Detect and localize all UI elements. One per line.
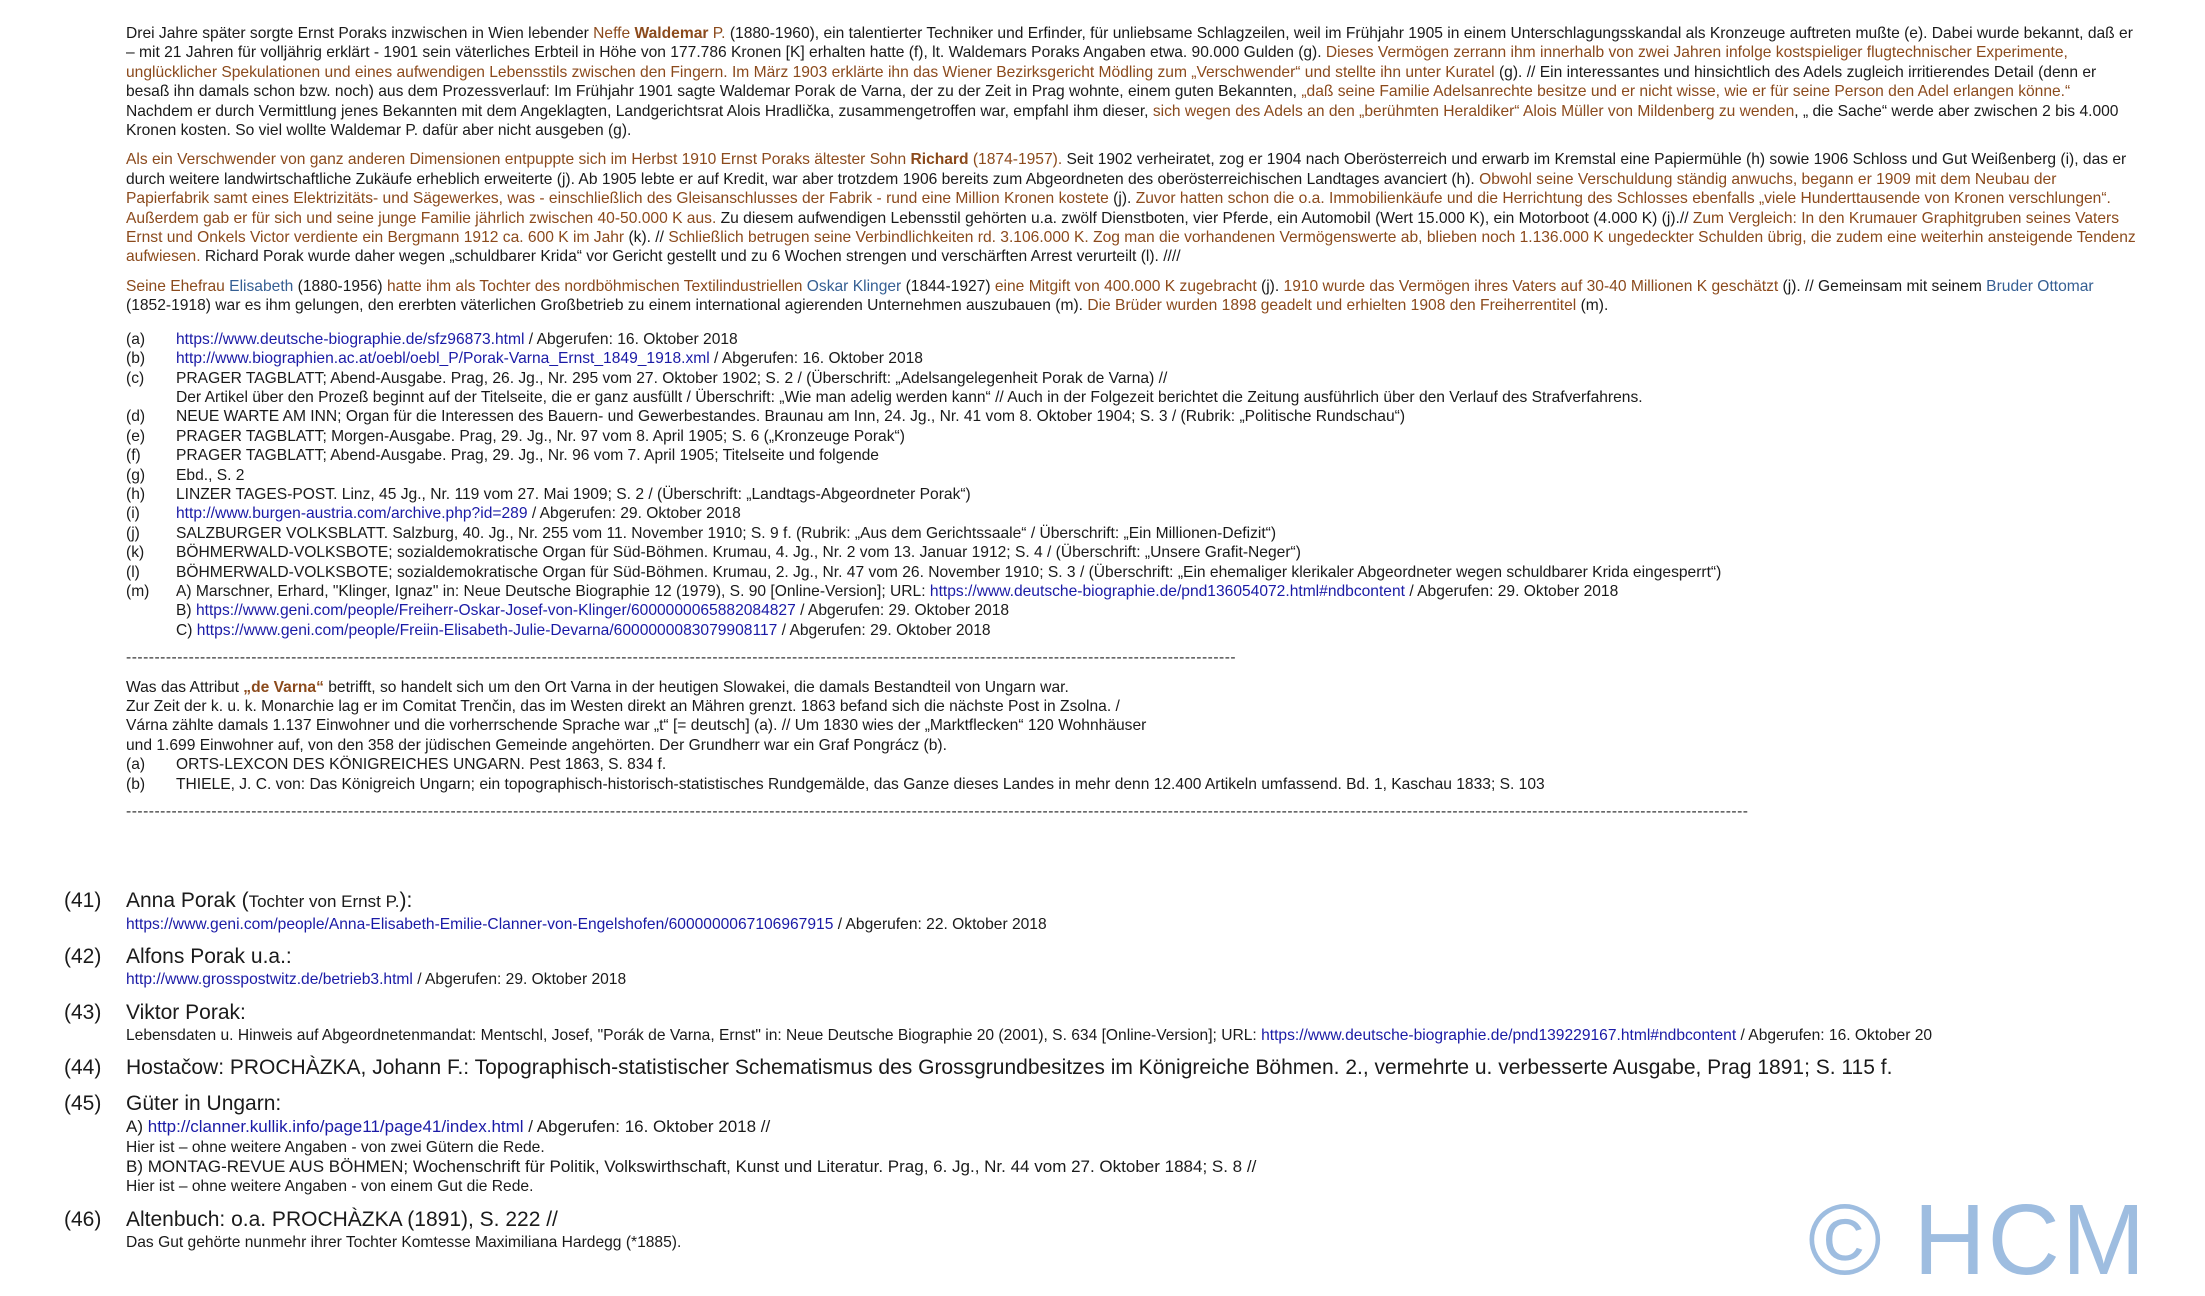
text-run: / Abgerufen: 29. Oktober 2018 — [777, 621, 991, 639]
reference-text — [176, 543, 2136, 562]
reference-line — [176, 524, 2136, 543]
text-run: / Abgerufen: 16. Oktober 20 — [1736, 1026, 1933, 1044]
text-run: C) — [176, 621, 197, 639]
text-run: Várna zählte damals 1.137 Einwohner und die vorherrschende Sprache war „t“ [= deutsch] (a). // Um 1830 wies der „Marktflecken“ 120 Wohnhäuser — [126, 717, 1147, 735]
reference-text — [176, 427, 2136, 446]
footnote-number: (45) — [64, 1092, 102, 1116]
reference-key: (m) — [126, 582, 150, 600]
reference-text — [176, 407, 2136, 426]
text-run: BÖHMERWALD-VOLKSBOTE; sozialdemokratische Organ für Süd-Böhmen. Krumau, 4. Jg., Nr. 2 vom 13. Januar 1912; S. 4 / (Überschrift: „Unsere Grafit-Neger“) — [176, 544, 1301, 562]
reference-line — [176, 485, 2136, 504]
text-run: Seit 1902 verheiratet, zog er 1904 nach Oberösterreich und erwarb im Kremstal eine Papiermühle (h) sowie 1906 Schloss und Gut Weißenberg (i), das er durch weitere landwirtschaftliche Zukäufe erheblich erweiterte (j). Ab 1905 lebte er auf Kredit, war aber trotzdem 1906 bereits zum Abgeordneten des oberösterreichischen Landtages avanciert (h). — [126, 151, 2127, 188]
footnote-number: (46) — [64, 1207, 102, 1231]
text-run: / Abgerufen: 29. Oktober 2018 — [1405, 582, 1619, 600]
text-run: Schließlich betrugen seine Verbindlichkeiten rd. 3.106.000 K. Zog man die vorhandenen Vermögenswerte ab, blieben noch 1.136.000 K ungedeckter Schulden übrig, die zudem eine weiterhin ansteigende Tendenz aufwiesen. — [126, 229, 2136, 266]
reference-key: (c) — [126, 369, 145, 387]
reference-key: (l) — [126, 563, 140, 581]
reference-link[interactable]: https://www.geni.com/people/Freiin-Elisabeth-Julie-Devarna/6000000083079908117 — [196, 621, 778, 639]
reference-line — [176, 369, 2136, 388]
text-run: / Abgerufen: 29. Oktober 2018 — [412, 971, 627, 989]
reference-text — [176, 349, 2136, 368]
footnote-heading — [64, 1000, 2124, 1026]
paragraph-richard — [126, 150, 2136, 266]
footnote-item — [64, 1000, 2124, 1045]
varna-reference-item — [126, 755, 2136, 774]
text-run: Das Gut gehörte nunmehr ihrer Tochter Komtesse Maximiliana Hardegg (*1885). — [126, 1233, 682, 1251]
reference-line — [176, 504, 2136, 523]
footnote-title — [126, 944, 292, 970]
reference-key: (e) — [126, 427, 146, 445]
footnote-title — [126, 1000, 246, 1026]
reference-text — [176, 563, 2136, 582]
text-run: Die Brüder wurden 1898 geadelt und erhielten 1908 den Freiherrentitel — [1087, 297, 1577, 315]
text-run: Richard — [910, 151, 969, 169]
text-run: Zu diesem aufwendigen Lebensstil gehörten u.a. zwölf Dienstboten, vier Pferde, ein Automobil (Wert 15.000 K), ein Motorboot (4.000 K) (j).// — [716, 209, 1693, 227]
text-run: Drei Jahre später sorgte Ernst Poraks inzwischen in Wien lebender — [126, 25, 594, 42]
reference-line — [176, 563, 2136, 582]
text-run: Was das Attribut — [126, 678, 244, 696]
reference-text — [176, 446, 2136, 465]
text-run: ): — [399, 889, 413, 912]
reference-line — [176, 388, 2136, 407]
text-run: (1844-1927) — [901, 277, 995, 295]
reference-text — [176, 369, 2136, 408]
reference-line — [176, 427, 2136, 446]
text-run: / Abgerufen: 16. Oktober 2018 — [709, 350, 923, 368]
reference-link[interactable]: https://www.geni.com/people/Anna-Elisabeth-Emilie-Clanner-von-Engelshofen/6000000067106967915 — [126, 916, 834, 933]
footnote-title — [126, 1207, 558, 1233]
text-run: Seine Ehefrau — [126, 277, 230, 295]
reference-item — [126, 543, 2136, 562]
reference-item — [126, 446, 2136, 465]
reference-key: (g) — [126, 466, 146, 484]
reference-item — [126, 504, 2136, 523]
varna-line — [126, 736, 2136, 755]
text-run: Oskar Klinger — [806, 277, 902, 295]
text-run: Nachdem er durch Vermittlung jenes Bekannten mit dem Angeklagten, Landgerichtsrat Alois Hradlička, zusammengetroffen war, empfahl ihm dieser, — [126, 102, 1153, 120]
text-run: Ebd., S. 2 — [176, 466, 245, 484]
text-run: und 1.699 Einwohner auf, von den 358 der jüdischen Gemeinde angehörten. Der Grundherr war ein Graf Pongrácz (b). — [126, 736, 947, 754]
text-run: Dieses Vermögen zerrann ihm innerhalb von zwei Jahren infolge kostspieliger flugtechnischer Experimente, unglücklicher Spekulationen und eines aufwendigen Lebensstils zwischen den Fingern. Im März 1903 erklärte ihn das Wiener Bezirksgericht Mödling zum „Verschwender“ und stellte ihn unter Kuratel — [126, 44, 2068, 81]
footnote-line — [126, 915, 2124, 934]
text-run: Elisabeth — [229, 277, 294, 295]
reference-text — [176, 330, 2136, 349]
paragraph-elisabeth — [126, 277, 2136, 316]
text-run: (j). // Gemeinsam mit seinem — [1778, 277, 1987, 295]
text-run: Hier ist – ohne weitere Angaben - von zwei Gütern die Rede. — [126, 1138, 545, 1156]
text-run: BÖHMERWALD-VOLKSBOTE; sozialdemokratische Organ für Süd-Böhmen. Krumau, 2. Jg., Nr. 47 vom 26. November 1910; S. 3 / (Überschrift: „Ein ehemaliger klerikaler Abgeordneter wegen schuldbarer Krida eingesperrt“) — [176, 563, 1722, 581]
reference-item — [126, 427, 2136, 446]
text-run: 1910 wurde das Vermögen ihres Vaters auf 30-40 Millionen K geschätzt — [1283, 277, 1779, 295]
reference-text — [176, 524, 2136, 543]
footnote-heading — [64, 1055, 2124, 1081]
reference-line — [176, 543, 2136, 562]
reference-item — [126, 407, 2136, 426]
text-run: / Abgerufen: 22. Oktober 2018 — [833, 916, 1047, 933]
text-run: (k). // — [624, 229, 669, 247]
reference-item — [126, 524, 2136, 543]
footnote-number: (44) — [64, 1056, 102, 1080]
text-run: Hier ist – ohne weitere Angaben - von einem Gut die Rede. — [126, 1178, 534, 1196]
reference-link[interactable]: https://www.deutsche-biographie.de/pnd139229167.html#ndbcontent — [1261, 1026, 1737, 1044]
text-run: B) MONTAG-REVUE AUS BÖHMEN; Wochenschrift für Politik, Volkswirthschaft, Kunst und Literatur. Prag, 6. Jg., Nr. 44 vom 27. Oktober 1884; S. 8 // — [126, 1157, 1257, 1177]
footnote-body — [64, 1026, 2124, 1045]
text-run: SALZBURGER VOLKSBLATT. Salzburg, 40. Jg., Nr. 255 vom 11. November 1910; S. 9 f. (Rubrik: „Aus dem Gerichtssaale“ / Überschrift: „Ein Millionen-Defizit“) — [176, 524, 1277, 542]
reference-link[interactable]: https://www.deutsche-biographie.de/sfz96873.html — [176, 330, 525, 348]
footnote-heading — [64, 1091, 2124, 1117]
footnote-line — [126, 1117, 2124, 1137]
reference-text — [176, 466, 2136, 485]
text-run: Viktor Porak: — [126, 1000, 246, 1024]
text-run: Güter in Ungarn: — [126, 1092, 282, 1116]
text-run: (1874-1957). — [968, 151, 1063, 169]
text-run: P. — [708, 25, 726, 42]
text-run: „daß seine Familie Adelsanrechte besitze und er nicht wisse, wie er für seine Person den Adel erlangen könne.“ — [1301, 83, 2071, 101]
text-run: Der Artikel über den Prozeß beginnt auf der Titelseite, die er ganz ausfüllt / Überschrift: „Wie man adelig werden kann“ // Auch in der Folgezeit berichtet die Zeitung ausführlich über den Verlauf des Strafverfahrens. — [176, 388, 1643, 406]
separator-line: --------------------------------------------------------------------------------------------------------------------------------------------------------------------------------------------------------------------------------------------------------------------------------------------- — [126, 803, 1749, 821]
reference-item — [126, 369, 2136, 408]
text-run: Obwohl seine Verschuldung ständig anwuchs, begann er 1909 mit dem Neubau der Papierfabrik samt eines Elektrizitäts- und Sägewerkes, was - einschließlich des Gleisanschlusses der Fabrik - rund eine Million Kronen kostete — [126, 170, 2057, 208]
text-run: Hostačow: PROCHÀZKA, Johann F.: Topographisch-statistischer Schematismus des Grossgrundbesitzes im Königreiche Böhmen. 2., vermehrte u. verbesserte Ausgabe, Prag 1891; S. 115 f. — [126, 1056, 1893, 1080]
reference-line — [176, 582, 2136, 601]
text-run: betrifft, so handelt sich um den Ort Varna in der heutigen Slowakei, die damals Bestandteil von Ungarn war. — [323, 678, 1069, 696]
reference-item — [126, 563, 2136, 582]
reference-link[interactable]: http://www.grosspostwitz.de/betrieb3.html — [126, 971, 413, 989]
text-run: PRAGER TAGBLATT; Abend-Ausgabe. Prag, 26. Jg., Nr. 295 vom 27. Oktober 1902; S. 2 / (Überschrift: „Adelsangelegenheit Porak de Varna) // — [176, 369, 1168, 387]
text-run: NEUE WARTE AM INN; Organ für die Interessen des Bauern- und Gewerbestandes. Braunau am Inn, 24. Jg., Nr. 41 vom 8. Oktober 1904; S. 3 / (Rubrik: „Politische Rundschau“) — [176, 408, 1406, 426]
text-run: PRAGER TAGBLATT; Morgen-Ausgabe. Prag, 29. Jg., Nr. 97 vom 8. April 1905; S. 6 („Kronzeuge Porak“) — [176, 427, 905, 445]
reference-text — [176, 485, 2136, 504]
footnote-number: (43) — [64, 1000, 102, 1024]
footnote-line — [126, 1026, 2124, 1045]
text-run: LINZER TAGES-POST. Linz, 45 Jg., Nr. 119 vom 27. Mai 1909; S. 2 / (Überschrift: „Landtags-Abgeordneter Porak“) — [176, 485, 971, 503]
reference-key: (h) — [126, 485, 146, 503]
varna-line — [126, 697, 2136, 716]
reference-key: (b) — [126, 775, 146, 793]
text-run: (g). // Ein interessantes und hinsichtlich des Adels zugleich irritierendes Detail (denn er besaß ihn damals schon bzw. noch) aus dem Prozessverlauf: Im Frühjahr 1901 sagte Waldemar Porak de Varna, der zu der Zeit in Prag wohnte, einem guten Bekannten, — [126, 63, 2097, 101]
varna-section — [126, 678, 2136, 794]
text-run: Tochter von Ernst P. — [248, 892, 400, 911]
text-run: Zum Vergleich: In den Krumauer Graphitgruben seines Vaters Ernst und Onkels Victor verdiente ein Bergmann 1912 ca. 600 K im Jahr — [126, 209, 2120, 247]
text-run: hatte ihm als Tochter des nordböhmischen Textilindustriellen — [386, 277, 807, 295]
text-run: / Abgerufen: 16. Oktober 2018 — [524, 330, 738, 348]
reference-key: (a) — [126, 756, 146, 774]
footnote-item — [64, 1055, 2124, 1081]
text-run: / Abgerufen: 29. Oktober 2018 — [795, 602, 1010, 620]
text-run: (j). — [1256, 277, 1284, 295]
text-run: A) — [126, 1117, 148, 1137]
reference-item — [126, 349, 2136, 368]
reference-key: (f) — [126, 447, 141, 465]
reference-item — [126, 330, 2136, 349]
reference-line — [176, 349, 2136, 368]
reference-key: (j) — [126, 524, 140, 542]
reference-key: (k) — [126, 544, 145, 562]
reference-key: (d) — [126, 408, 146, 426]
text-run: (m). — [1576, 297, 1609, 315]
text-run: Anna Porak ( — [126, 889, 249, 912]
footnote-line — [126, 1138, 2124, 1157]
reference-text: ORTS-LEXCON DES KÖNIGREICHES UNGARN. Pest 1863, S. 834 f. — [176, 756, 667, 774]
varna-line — [126, 678, 2136, 697]
text-run: / Abgerufen: 16. Oktober 2018 // — [523, 1117, 771, 1137]
varna-line — [126, 716, 2136, 735]
footnote-line — [126, 1157, 2124, 1177]
reference-item — [126, 466, 2136, 485]
reference-link[interactable]: https://www.geni.com/people/Freiherr-Oskar-Josef-von-Klinger/6000000065882084827 — [195, 602, 796, 620]
text-run: (1880-1956) — [293, 277, 387, 295]
footnote-title — [126, 888, 412, 915]
reference-key: (a) — [126, 330, 146, 348]
varna-reference-item — [126, 775, 2136, 794]
reference-text — [176, 504, 2136, 523]
reference-line — [176, 466, 2136, 485]
paragraph-waldemar — [126, 24, 2136, 140]
reference-link[interactable]: http://www.biographien.ac.at/oebl/oebl_P/Porak-Varna_Ernst_1849_1918.xml — [176, 350, 710, 368]
document-body — [126, 24, 2136, 831]
footnote-body — [64, 915, 2124, 934]
reference-item — [126, 582, 2136, 640]
reference-key: (b) — [126, 350, 146, 368]
reference-line — [176, 601, 2136, 620]
footnote-title — [126, 1055, 1892, 1081]
text-run: Zur Zeit der k. u. k. Monarchie lag er im Comitat Trenčin, das im Westen direkt an Mähren grenzt. 1863 befand sich die nächste Post in Zsolna. / — [126, 698, 1120, 715]
footnote-body — [64, 970, 2124, 989]
footnote-number: (42) — [64, 945, 102, 969]
separator-line: --------------------------------------------------------------------------------------------------------------------------------------------------------------------------------------------------- — [126, 649, 1237, 667]
text-run: (1852-1918) war es ihm gelungen, den ererbten väterlichen Großbetrieb zu einem international agierenden Unternehmen auszubauen (m). — [126, 297, 1088, 315]
reference-item — [126, 485, 2136, 504]
text-run: , „ die Sache“ werde aber zwischen 2 bis 4.000 Kronen kosten. So viel wollte Waldemar P. dafür aber nicht ausgeben (g). — [126, 102, 2119, 140]
text-run: Bruder Ottomar — [1986, 277, 2094, 295]
text-run: Altenbuch: o.a. PROCHÀZKA (1891), S. 222 // — [126, 1207, 558, 1231]
footnote-item — [64, 944, 2124, 989]
text-run: Neffe — [593, 25, 635, 42]
reference-link[interactable]: http://clanner.kullik.info/page11/page41/index.html — [147, 1117, 524, 1137]
text-run: Waldemar — [634, 25, 709, 42]
footnote-item — [64, 888, 2124, 934]
text-run: Zuvor hatten schon die o.a. Immobilienkäufe und die Herrichtung des Schlosses ebenfalls „viele Hunderttausende von Kronen verschlungen“. Außerdem gab er für sich und seine junge Familie jährlich zwischen 40-50.000 K aus. — [126, 190, 2111, 227]
references-list — [126, 330, 2136, 641]
reference-line — [176, 330, 2136, 349]
footnote-line — [126, 970, 2124, 989]
text-run: Alfons Porak u.a.: — [126, 945, 292, 969]
footnote-heading — [64, 944, 2124, 970]
copyright-watermark: © HCM — [1808, 1184, 2148, 1296]
text-run: (1880-1960), ein talentierter Techniker und Erfinder, für unliebsame Schlagzeilen, weil im Frühjahr 1905 in einem Unterschlagungsskandal als Kronzeuge auftreten mußte (e). Dabei wurde bekannt, daß er – mit 21 Jahren für volljährig erklärt - 1901 sein väterliches Erbteil in Höhe von 177.786 Kronen [K] erhalten hatte (f), lt. Waldemars Poraks Angaben etwa. 90.000 Gulden (g). — [126, 25, 2133, 62]
reference-text: THIELE, J. C. von: Das Königreich Ungarn; ein topographisch-historisch-statistisches Rundgemälde, das Ganze dieses Landes in mehr denn 12.400 Artikeln umfassend. Bd. 1, Kaschau 1833; S. 103 — [176, 775, 1545, 793]
footnote-heading — [64, 888, 2124, 915]
text-run: A) Marschner, Erhard, "Klinger, Ignaz" in: Neue Deutsche Biographie 12 (1979), S. 90 [Online-Version]; URL: — [176, 582, 930, 600]
text-run: „de Varna“ — [243, 678, 324, 696]
footnote-number: (41) — [64, 889, 102, 912]
text-run: / Abgerufen: 29. Oktober 2018 — [527, 505, 741, 523]
text-run: PRAGER TAGBLATT; Abend-Ausgabe. Prag, 29. Jg., Nr. 96 vom 7. April 1905; Titelseite und folgende — [176, 447, 879, 465]
text-run: sich wegen des Adels an den „berühmten Heraldiker“ Alois Müller von Mildenberg zu wenden — [1152, 102, 1795, 120]
text-run: eine Mitgift von 400.000 K zugebracht — [994, 277, 1257, 295]
reference-text — [176, 582, 2136, 640]
text-run: B) — [176, 602, 196, 620]
reference-link[interactable]: http://www.burgen-austria.com/archive.php?id=289 — [176, 505, 528, 523]
reference-line — [176, 446, 2136, 465]
reference-line — [176, 621, 2136, 640]
reference-key: (i) — [126, 505, 140, 523]
text-run: (j). — [1108, 190, 1136, 208]
reference-link[interactable]: https://www.deutsche-biographie.de/pnd136054072.html#ndbcontent — [929, 582, 1405, 600]
reference-line — [176, 407, 2136, 426]
text-run: Als ein Verschwender von ganz anderen Dimensionen entpuppte sich im Herbst 1910 Ernst Poraks ältester Sohn — [126, 151, 911, 169]
text-run: Lebensdaten u. Hinweis auf Abgeordnetenmandat: Mentschl, Josef, "Porák de Varna, Ernst" in: Neue Deutsche Biographie 20 (2001), S. 634 [Online-Version]; URL: — [126, 1026, 1262, 1044]
footnote-title — [126, 1091, 281, 1117]
footnote-item — [64, 1091, 2124, 1197]
text-run: Richard Porak wurde daher wegen „schuldbarer Krida“ vor Gericht gestellt und zu 6 Wochen strengen und verschärften Arrest verurteilt (l). //// — [200, 248, 1181, 266]
